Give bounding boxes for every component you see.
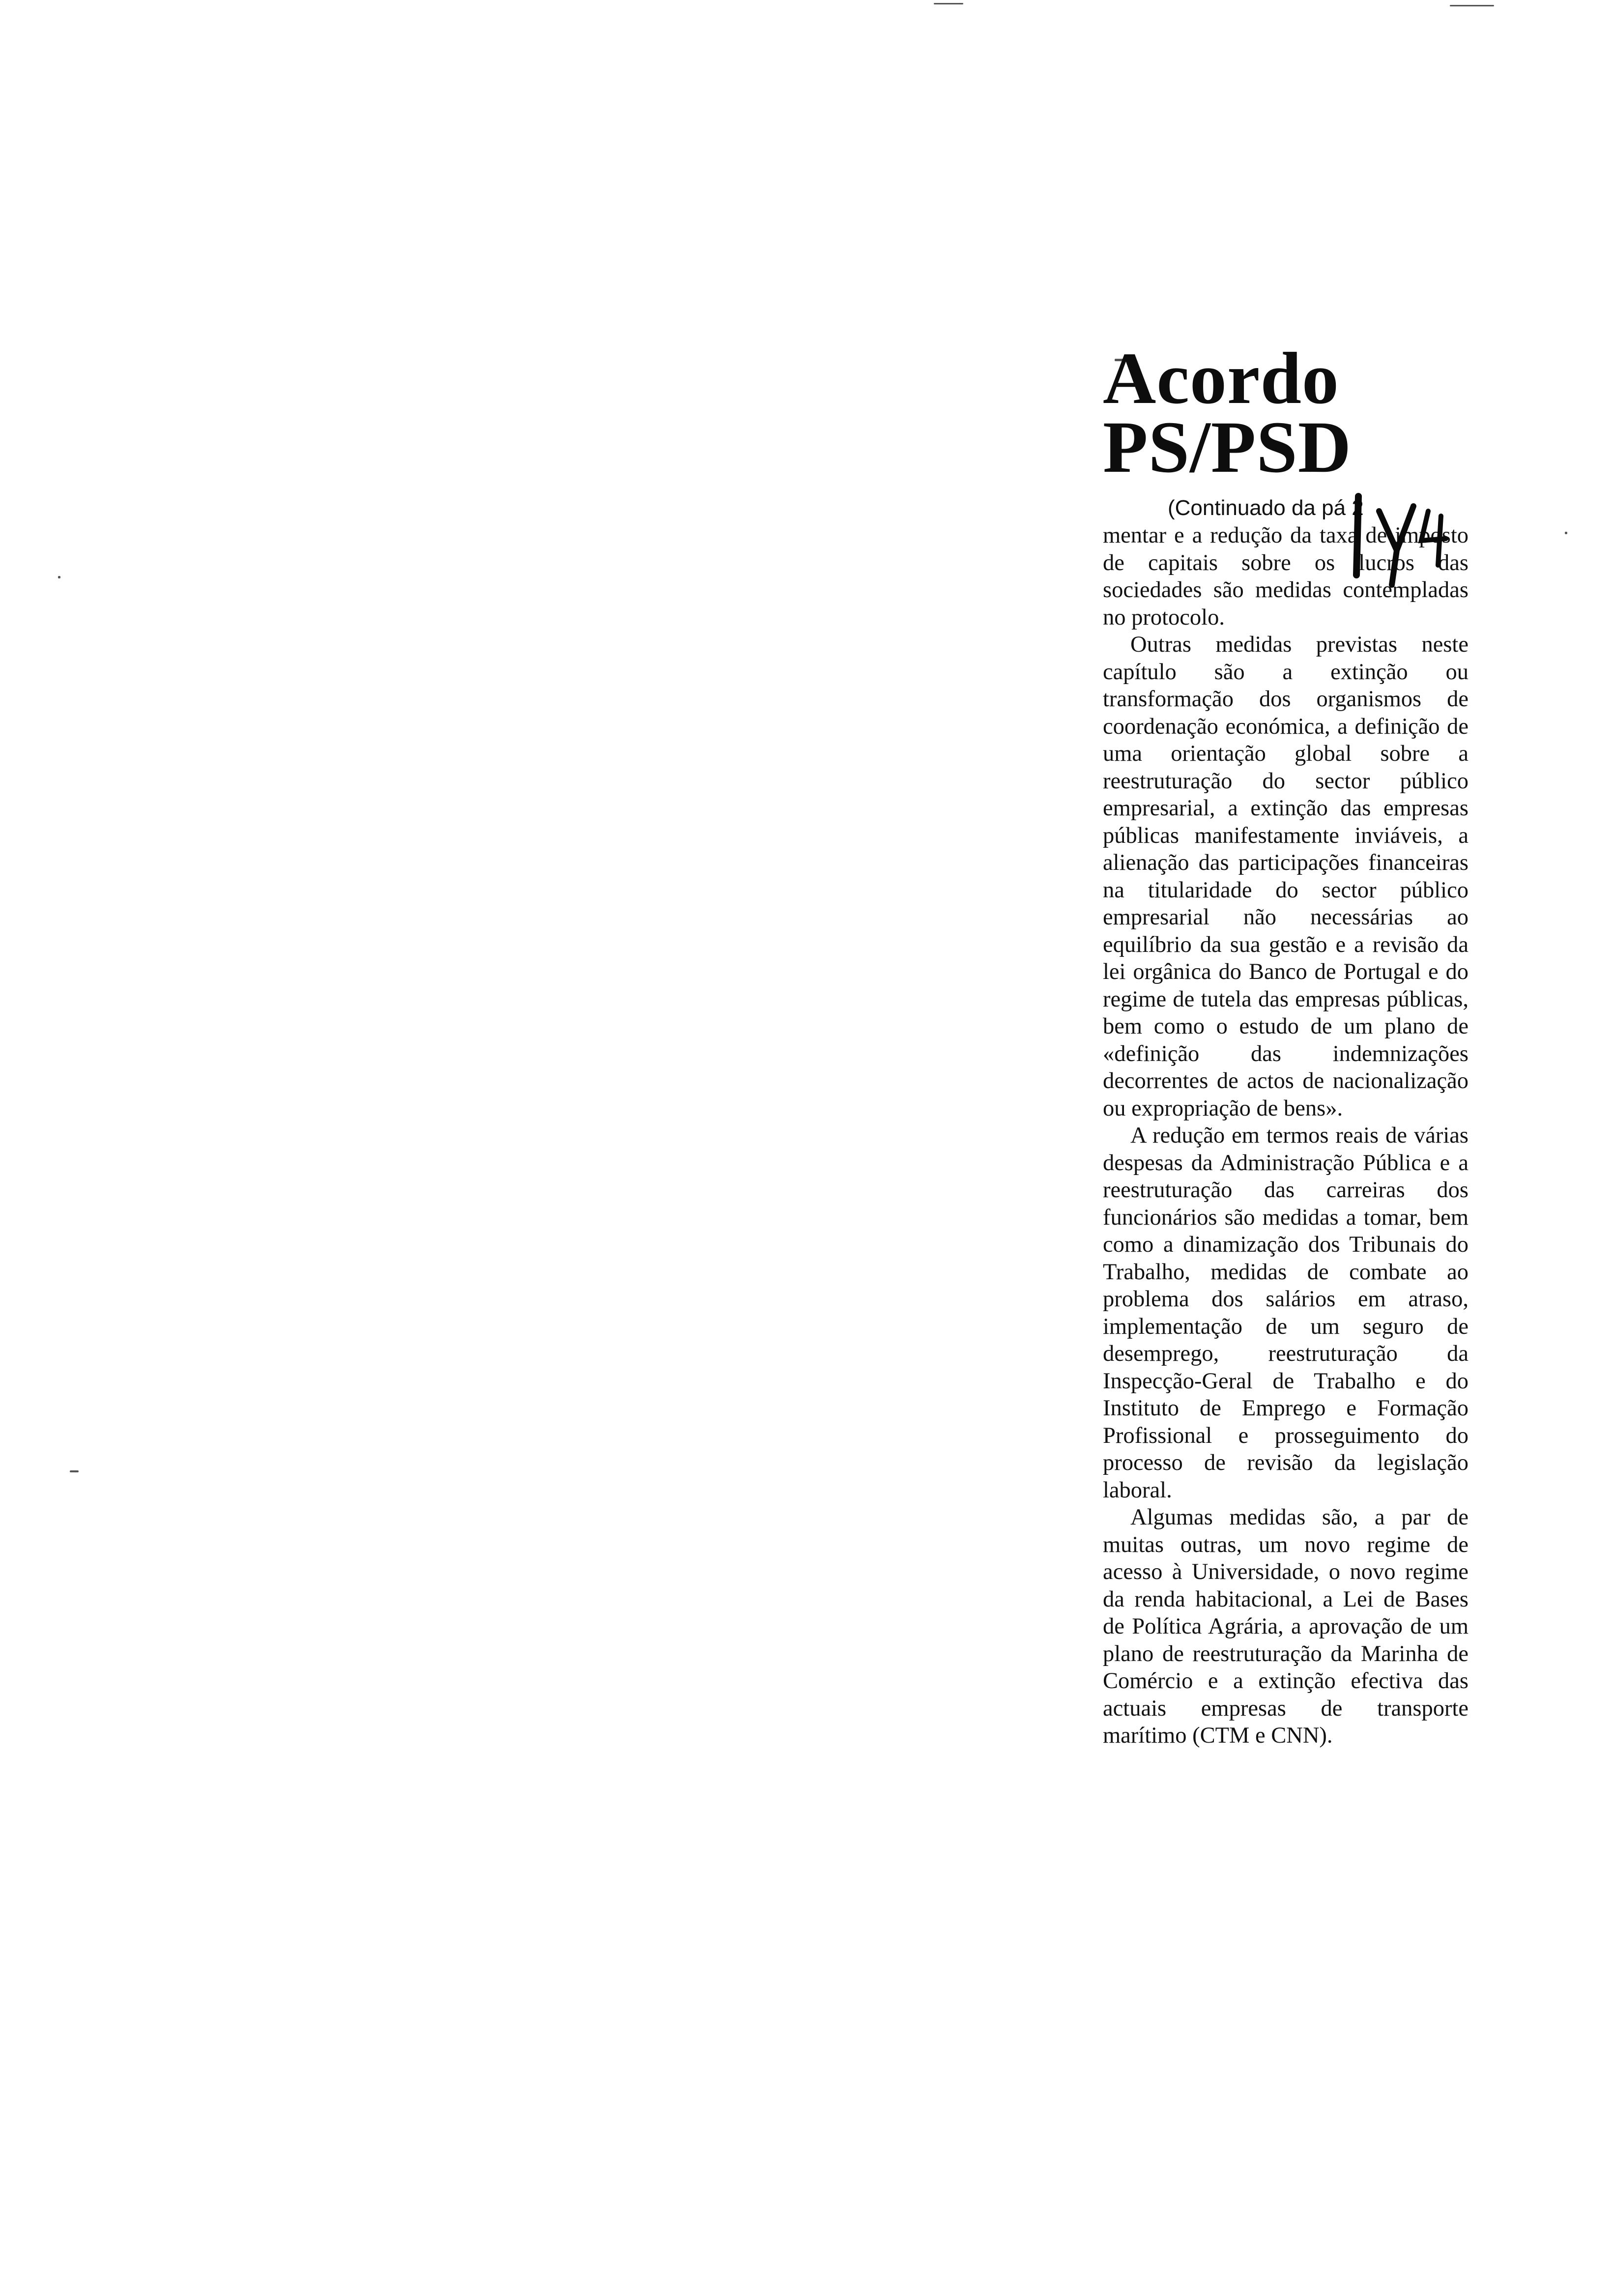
paragraph-4: Algumas medidas são, a par de muitas outras, um novo regime de acesso à Universidade, o novo regime da renda habitacional, a Lei de Bases de Política Agrária, a aprovação de um plano de reestruturação da Marinha de Comércio e a extinção efectiva das actuais empresas de transporte marítimo (CTM e CNN). bbox=[1103, 1505, 1468, 1748]
scan-speck bbox=[934, 3, 963, 4]
paragraph-2: Outras medidas previstas neste capítulo são a extinção ou transformação dos organismos de coordenação económica, a definição de uma orientação global sobre a reestruturação do sector público empresarial, a extinção das empresas públicas manifestamente inviáveis, a alienação das participações financeiras na titularidade do sector público empresarial não necessárias ao equilíbrio da sua gestão e a revisão da lei orgânica do Banco de Portugal e do regime de tutela das empresas públicas, bem como o estudo de um plano de «definição das indemnizações decorrentes de actos de nacionalização ou expropriação de bens». bbox=[1103, 632, 1468, 1121]
handwritten-page-mark bbox=[1350, 491, 1468, 590]
scan-speck bbox=[1565, 532, 1567, 534]
scan-speck bbox=[58, 576, 60, 578]
scan-speck bbox=[70, 1470, 79, 1472]
paragraph-1: mentar e a redução da taxa de imposto de capitais sobre os lucros das sociedades são medidas contempladas no protocolo. bbox=[1103, 523, 1468, 630]
headline-line-2: PS/PSD bbox=[1103, 406, 1352, 488]
paragraph-3: A redução em termos reais de várias despesas da Administração Pública e a reestruturação das carreiras dos funcionários são medidas a tomar, bem como a dinamização dos Tribunais do Trabalho, medidas de combate ao problema dos salários em atraso, implementação de um seguro de desemprego, reestruturação da Inspecção-Geral de Trabalho e do Instituto de Emprego e Formação Profissional e prosseguimento do processo de revisão da legislação laboral. bbox=[1103, 1123, 1468, 1503]
headline-line-1: Acordo bbox=[1103, 338, 1339, 419]
continuation-note: (Continuado da pá 2 bbox=[1168, 496, 1364, 520]
scan-speck bbox=[1450, 5, 1494, 6]
article-body bbox=[1103, 522, 1468, 1750]
headline bbox=[1103, 338, 1468, 488]
